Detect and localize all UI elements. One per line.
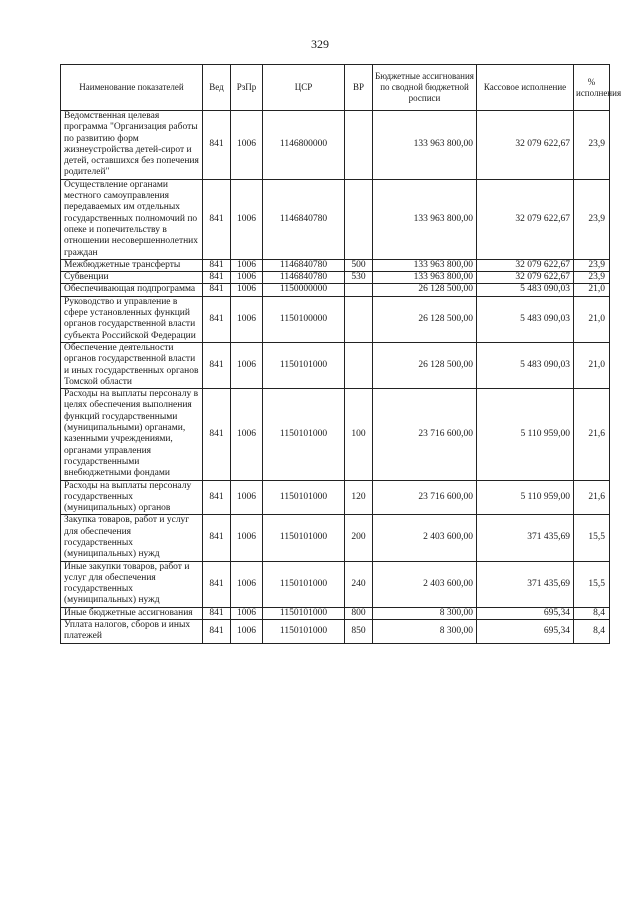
row-name: Уплата налогов, сборов и иных платежей [61, 620, 203, 644]
header-percent: % исполнения [574, 65, 610, 111]
row-ved: 841 [203, 561, 231, 607]
row-percent: 21,0 [574, 342, 610, 388]
row-rzpr: 1006 [231, 272, 263, 284]
table-row [61, 515, 610, 561]
row-csr: 1150101000 [263, 342, 345, 388]
row-vr [345, 179, 373, 259]
row-name: Субвенции [61, 272, 203, 284]
row-assignments: 133 963 800,00 [373, 259, 477, 271]
header-cash-execution: Кассовое исполнение [477, 65, 574, 111]
row-name: Закупка товаров, работ и услуг для обеспечения государственных (муниципальных) нужд [61, 515, 203, 561]
row-name: Расходы на выплаты персоналу в целях обеспечения выполнения функций государственными (муниципальными) органами, казенными учреждениями, органами управления государственными внебюджетными фондами [61, 389, 203, 480]
row-rzpr: 1006 [231, 259, 263, 271]
table-row [61, 389, 610, 480]
row-rzpr: 1006 [231, 389, 263, 480]
table-row [61, 111, 610, 180]
row-rzpr: 1006 [231, 296, 263, 342]
row-csr: 1150100000 [263, 296, 345, 342]
table-row [61, 620, 610, 644]
row-ved: 841 [203, 607, 231, 619]
row-name: Иные закупки товаров, работ и услуг для обеспечения государственных (муниципальных) нужд [61, 561, 203, 607]
row-assignments: 26 128 500,00 [373, 284, 477, 296]
header-name: Наименование показателей [61, 65, 203, 111]
row-csr: 1146840780 [263, 272, 345, 284]
row-csr: 1146840780 [263, 179, 345, 259]
table-row [61, 259, 610, 271]
row-csr: 1150101000 [263, 561, 345, 607]
row-ved: 841 [203, 480, 231, 515]
row-vr: 800 [345, 607, 373, 619]
row-csr: 1150101000 [263, 620, 345, 644]
row-vr: 850 [345, 620, 373, 644]
header-vr: ВР [345, 65, 373, 111]
row-cash-execution: 695,34 [477, 620, 574, 644]
row-ved: 841 [203, 272, 231, 284]
row-assignments: 133 963 800,00 [373, 272, 477, 284]
header-rzpr: РзПр [231, 65, 263, 111]
budget-execution-table [60, 64, 622, 644]
header-csr: ЦСР [263, 65, 345, 111]
row-cash-execution: 32 079 622,67 [477, 179, 574, 259]
table-row [61, 342, 610, 388]
row-cash-execution: 5 483 090,03 [477, 284, 574, 296]
row-csr: 1150101000 [263, 480, 345, 515]
row-cash-execution: 695,34 [477, 607, 574, 619]
row-csr: 1150101000 [263, 607, 345, 619]
row-vr: 530 [345, 272, 373, 284]
row-cash-execution: 371 435,69 [477, 515, 574, 561]
row-percent: 21,6 [574, 480, 610, 515]
row-rzpr: 1006 [231, 111, 263, 180]
row-name: Ведомственная целевая программа "Организация работы по развитию форм жизнеустройства детей-сирот и детей, оставшихся без попечения родителей" [61, 111, 203, 180]
row-rzpr: 1006 [231, 342, 263, 388]
row-rzpr: 1006 [231, 607, 263, 619]
row-ved: 841 [203, 259, 231, 271]
row-assignments: 133 963 800,00 [373, 179, 477, 259]
row-percent: 8,4 [574, 620, 610, 644]
row-csr: 1150101000 [263, 515, 345, 561]
row-cash-execution: 32 079 622,67 [477, 259, 574, 271]
table-row [61, 561, 610, 607]
row-vr: 240 [345, 561, 373, 607]
row-assignments: 133 963 800,00 [373, 111, 477, 180]
table-header-row [61, 65, 610, 111]
row-percent: 8,4 [574, 607, 610, 619]
row-percent: 21,6 [574, 389, 610, 480]
table-row [61, 607, 610, 619]
row-assignments: 26 128 500,00 [373, 296, 477, 342]
row-name: Расходы на выплаты персоналу государственных (муниципальных) органов [61, 480, 203, 515]
row-csr: 1150101000 [263, 389, 345, 480]
row-ved: 841 [203, 620, 231, 644]
row-csr: 1150000000 [263, 284, 345, 296]
row-rzpr: 1006 [231, 179, 263, 259]
row-ved: 841 [203, 296, 231, 342]
row-ved: 841 [203, 342, 231, 388]
table-row [61, 179, 610, 259]
row-name: Руководство и управление в сфере установленных функций органов государственной власти субъекта Российской Федерации [61, 296, 203, 342]
row-assignments: 2 403 600,00 [373, 561, 477, 607]
table-row [61, 272, 610, 284]
table-row [61, 480, 610, 515]
row-cash-execution: 371 435,69 [477, 561, 574, 607]
row-ved: 841 [203, 179, 231, 259]
row-percent: 15,5 [574, 515, 610, 561]
row-vr: 200 [345, 515, 373, 561]
table-row [61, 296, 610, 342]
row-vr: 120 [345, 480, 373, 515]
row-rzpr: 1006 [231, 620, 263, 644]
row-name: Иные бюджетные ассигнования [61, 607, 203, 619]
row-ved: 841 [203, 515, 231, 561]
row-name: Обеспечивающая подпрограмма [61, 284, 203, 296]
row-vr [345, 296, 373, 342]
row-name: Межбюджетные трансферты [61, 259, 203, 271]
row-vr: 100 [345, 389, 373, 480]
header-ved: Вед [203, 65, 231, 111]
row-assignments: 8 300,00 [373, 620, 477, 644]
row-assignments: 23 716 600,00 [373, 389, 477, 480]
page-number: 329 [311, 37, 329, 51]
row-cash-execution: 5 110 959,00 [477, 480, 574, 515]
table-row [61, 284, 610, 296]
row-percent: 21,0 [574, 296, 610, 342]
row-cash-execution: 32 079 622,67 [477, 111, 574, 180]
row-percent: 15,5 [574, 561, 610, 607]
row-ved: 841 [203, 111, 231, 180]
row-rzpr: 1006 [231, 480, 263, 515]
row-percent: 23,9 [574, 272, 610, 284]
row-ved: 841 [203, 389, 231, 480]
row-rzpr: 1006 [231, 561, 263, 607]
row-cash-execution: 5 483 090,03 [477, 342, 574, 388]
row-vr: 500 [345, 259, 373, 271]
row-name: Обеспечение деятельности органов государственной власти и иных государственных органов Томской области [61, 342, 203, 388]
row-vr [345, 111, 373, 180]
row-rzpr: 1006 [231, 515, 263, 561]
row-percent: 23,9 [574, 179, 610, 259]
row-ved: 841 [203, 284, 231, 296]
header-assignments: Бюджетные ассигнования по сводной бюджетной росписи [373, 65, 477, 111]
row-csr: 1146800000 [263, 111, 345, 180]
row-assignments: 26 128 500,00 [373, 342, 477, 388]
row-cash-execution: 5 483 090,03 [477, 296, 574, 342]
row-vr [345, 342, 373, 388]
row-rzpr: 1006 [231, 284, 263, 296]
row-percent: 23,9 [574, 259, 610, 271]
row-percent: 23,9 [574, 111, 610, 180]
row-cash-execution: 5 110 959,00 [477, 389, 574, 480]
row-assignments: 2 403 600,00 [373, 515, 477, 561]
row-assignments: 23 716 600,00 [373, 480, 477, 515]
row-assignments: 8 300,00 [373, 607, 477, 619]
row-name: Осуществление органами местного самоуправления передаваемых им отдельных государственных полномочий по опеке и попечительству в отношении несовершеннолетних граждан [61, 179, 203, 259]
row-cash-execution: 32 079 622,67 [477, 272, 574, 284]
row-vr [345, 284, 373, 296]
row-percent: 21,0 [574, 284, 610, 296]
row-csr: 1146840780 [263, 259, 345, 271]
